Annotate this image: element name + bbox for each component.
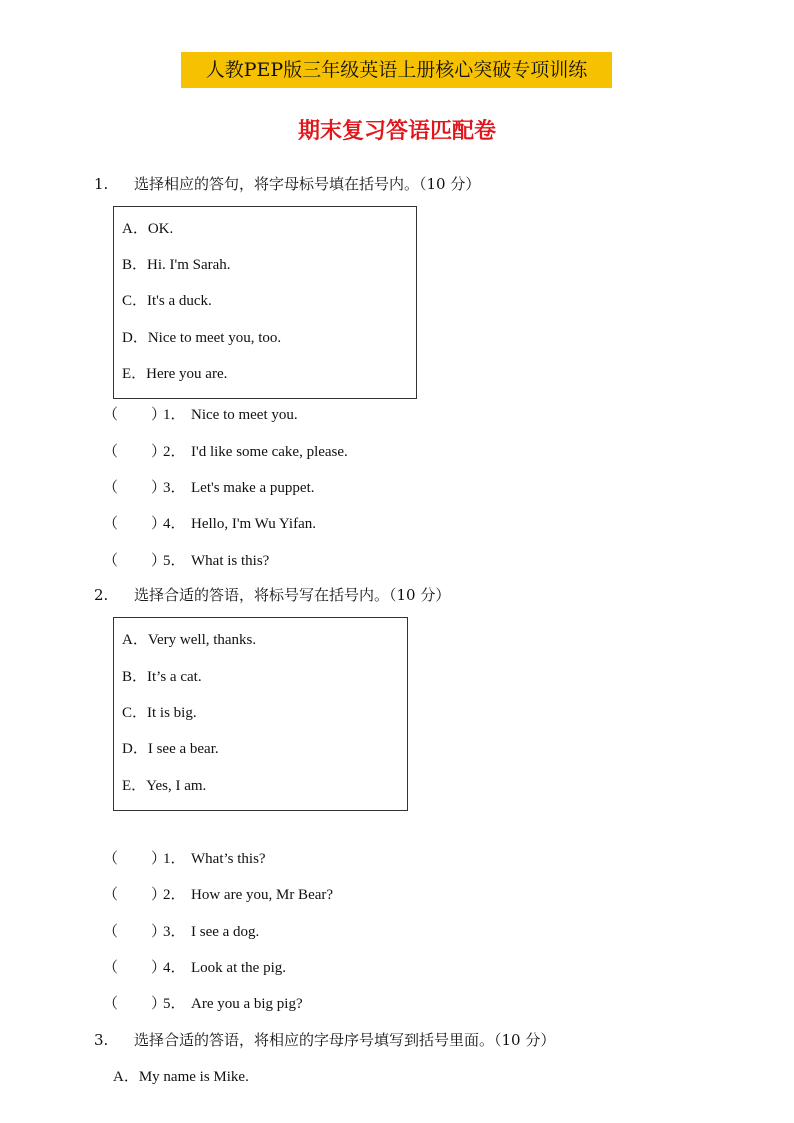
- answer-blank[interactable]: （: [103, 960, 119, 976]
- question-item: （ ）5． What is this?: [103, 549, 269, 570]
- question-item: （ ）2． How are you, Mr Bear?: [103, 883, 333, 904]
- answer-blank[interactable]: （: [103, 996, 119, 1012]
- answer-blank[interactable]: （: [103, 480, 119, 496]
- option-c: C．It is big.: [122, 705, 197, 721]
- question-item: （ ）3． I see a dog.: [103, 920, 259, 941]
- question-item: （ ）1． Nice to meet you.: [103, 403, 298, 424]
- answer-blank[interactable]: （: [103, 516, 119, 532]
- question-item: （ ）4． Look at the pig.: [103, 956, 286, 977]
- question-3-heading: [94, 1029, 555, 1050]
- question-number: 3.: [94, 1031, 109, 1049]
- question-item: （ ）5． Are you a big pig?: [103, 992, 303, 1013]
- question-number: 1.: [94, 175, 109, 193]
- question-item: （ ）2． I'd like some cake, please.: [103, 440, 348, 461]
- option-e: E．Yes, I am.: [122, 778, 207, 794]
- option-e: E．Here you are.: [122, 366, 228, 382]
- answer-blank[interactable]: （: [103, 851, 119, 867]
- question-item: （ ）3． Let's make a puppet.: [103, 476, 315, 497]
- option-b: B．It’s a cat.: [122, 669, 202, 685]
- question-instruction: 选择合适的答语，将标号写在括号内。（10 分）: [134, 586, 451, 604]
- document-title: 人教PEP版三年级英语上册核心突破专项训练: [181, 52, 612, 88]
- answer-blank[interactable]: （: [103, 407, 119, 423]
- question-number: 2.: [94, 586, 109, 604]
- option-b: B．Hi. I'm Sarah.: [122, 257, 231, 273]
- option-d: D．Nice to meet you, too.: [122, 330, 282, 346]
- answer-blank[interactable]: （: [103, 924, 119, 940]
- question-item: （ ）4． Hello, I'm Wu Yifan.: [103, 512, 316, 533]
- answer-blank[interactable]: （: [103, 553, 119, 569]
- option-d: D．I see a bear.: [122, 741, 219, 757]
- question-item: （ ）1． What’s this?: [103, 847, 266, 868]
- option-c: C．It's a duck.: [122, 293, 212, 309]
- options-box-2: [113, 617, 408, 811]
- option-a: A．Very well, thanks.: [122, 632, 257, 648]
- question-instruction: 选择相应的答句，将字母标号填在括号内。（10 分）: [134, 175, 481, 193]
- answer-blank[interactable]: （: [103, 887, 119, 903]
- option-a: A．OK.: [122, 221, 174, 237]
- question-1-heading: [94, 173, 480, 194]
- option-a: A．My name is Mike.: [113, 1069, 249, 1085]
- question-2-heading: [94, 584, 450, 605]
- answer-blank[interactable]: （: [103, 444, 119, 460]
- question-instruction: 选择合适的答语，将相应的字母序号填写到括号里面。（10 分）: [134, 1031, 556, 1049]
- options-box-1: [113, 206, 417, 399]
- document-subtitle: 期末复习答语匹配卷: [297, 119, 496, 144]
